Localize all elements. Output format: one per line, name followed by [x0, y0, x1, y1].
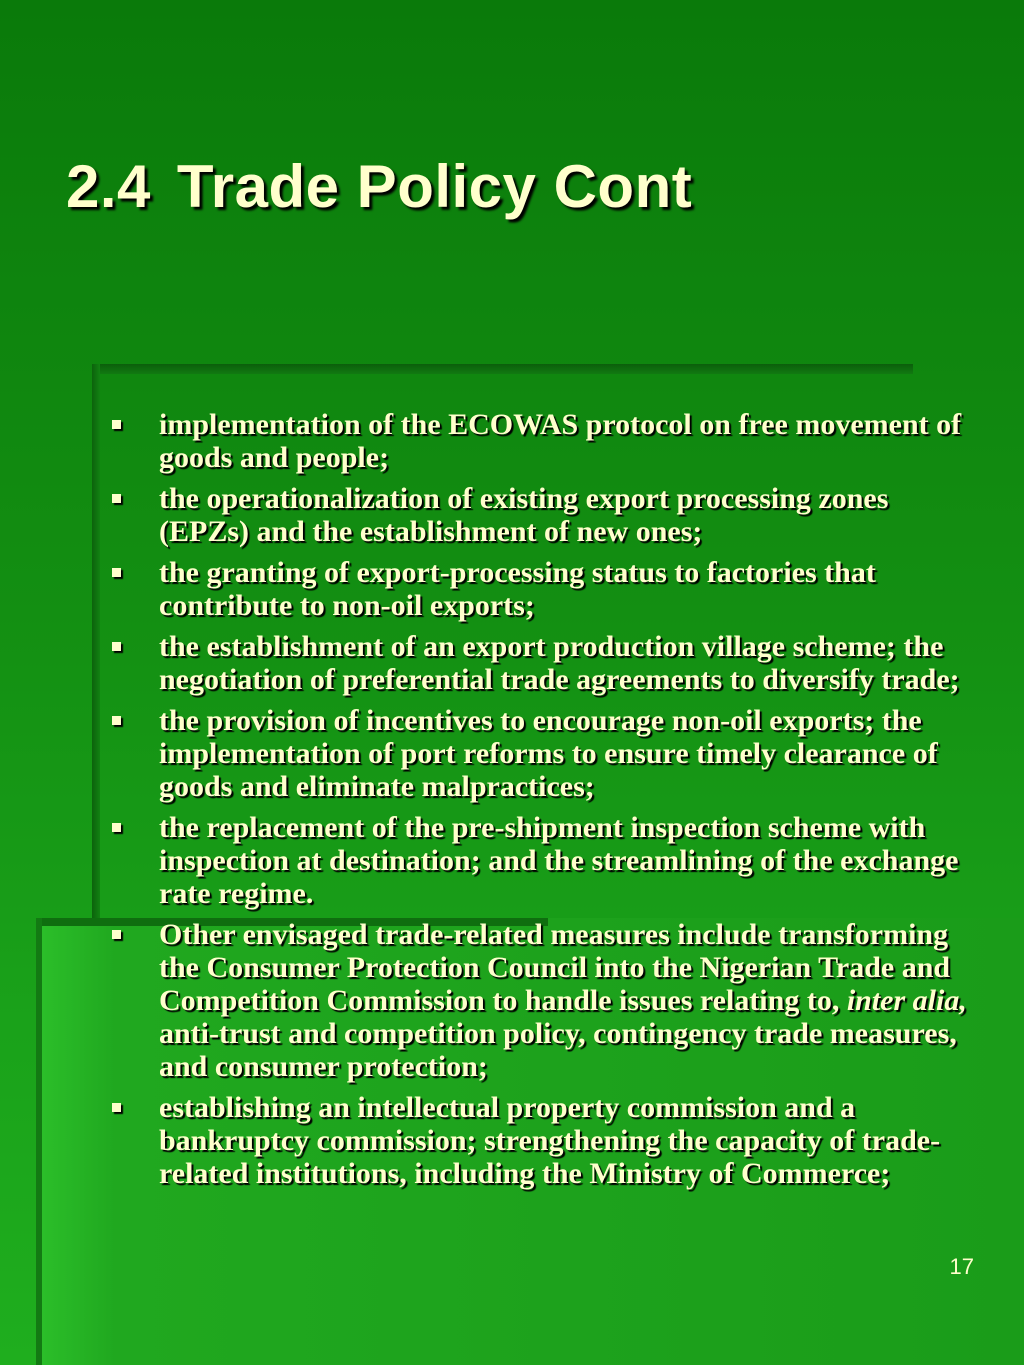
bullet-text: the operationalization of existing export processing zones (EPZs) and the establishment of new ones; — [159, 482, 889, 548]
decorative-top-bar — [95, 364, 913, 374]
square-bullet-icon — [112, 716, 121, 725]
bullet-item — [104, 704, 984, 803]
bullet-item — [104, 1091, 984, 1190]
bullet-item — [104, 408, 984, 474]
slide-title-number: 2.4 — [66, 153, 151, 220]
square-bullet-icon — [112, 930, 121, 939]
square-bullet-icon — [112, 568, 121, 577]
bullet-item — [104, 630, 984, 696]
bullet-list — [104, 408, 984, 1198]
bullet-text-after: anti-trust and competition policy, contingency trade measures, and consumer protection; — [159, 1017, 957, 1083]
bullet-item — [104, 918, 984, 1083]
square-bullet-icon — [112, 420, 121, 429]
bullet-text: the establishment of an export production village scheme; the negotiation of preferential trade agreements to diversify trade; — [159, 630, 960, 696]
square-bullet-icon — [112, 494, 121, 503]
bullet-text: the replacement of the pre-shipment inspection scheme with inspection at destination; and the streamlining of the exchange rate regime. — [159, 811, 959, 910]
square-bullet-icon — [112, 642, 121, 651]
bullet-text: implementation of the ECOWAS protocol on free movement of goods and people; — [159, 408, 962, 474]
bullet-text: establishing an intellectual property commission and a bankruptcy commission; strengthening the capacity of trade-related institutions, including the Ministry of Commerce; — [159, 1091, 941, 1190]
bullet-text-italic: inter alia, — [846, 984, 967, 1017]
bullet-item — [104, 482, 984, 548]
bullet-item — [104, 556, 984, 622]
bullet-item — [104, 811, 984, 910]
slide-title-text: Trade Policy Cont — [176, 153, 693, 220]
page-number: 17 — [949, 1254, 974, 1279]
square-bullet-icon — [112, 823, 121, 832]
decorative-lower-left-bar — [36, 918, 42, 1365]
slide-title — [66, 152, 692, 221]
bullet-text-before: Other envisaged trade-related measures include transforming the Consumer Protection Council into the Nigerian Trade and Competition Commission to handle issues relating to, — [159, 918, 951, 1017]
square-bullet-icon — [112, 1103, 121, 1112]
bullet-text: the granting of export-processing status to factories that contribute to non-oil exports; — [159, 556, 876, 622]
bullet-text: the provision of incentives to encourage non-oil exports; the implementation of port reforms to ensure timely clearance of goods and eliminate malpractices; — [159, 704, 938, 803]
